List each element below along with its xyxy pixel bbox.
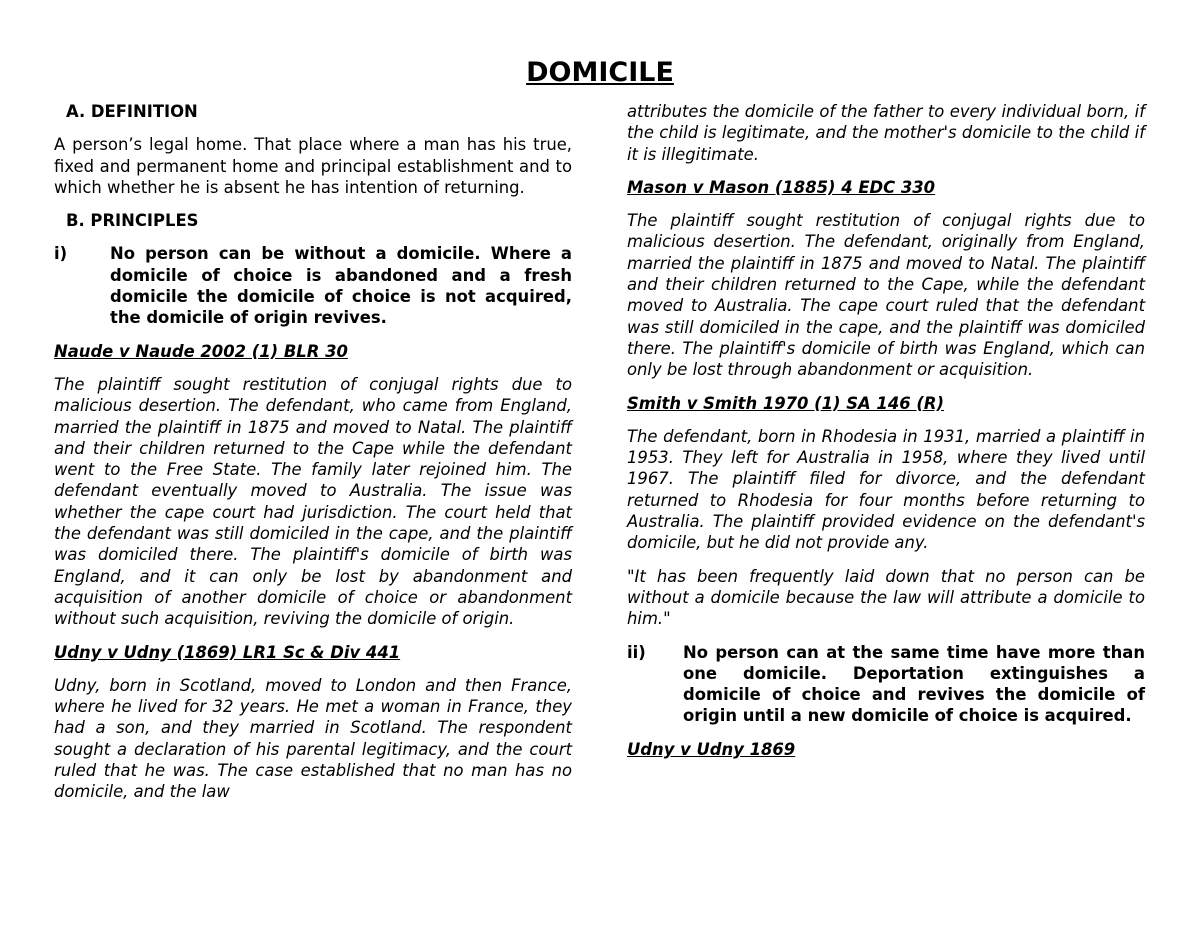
- heading-principles: B. PRINCIPLES: [66, 211, 199, 231]
- case-title-mason: Mason v Mason (1885) 4 EDC 330: [627, 177, 936, 197]
- case-title-udny-1869: Udny v Udny 1869: [627, 739, 796, 759]
- principle-ii: [627, 642, 1145, 727]
- principle-i-text: No person can be without a domicile. Where a domicile of choice is abandoned and a fresh domicile the domicile of choice is not acquired, the domicile of origin revives.: [110, 244, 572, 328]
- page-title: DOMICILE: [526, 57, 674, 88]
- principle-i-number: i): [54, 244, 68, 264]
- left-column: [54, 101, 572, 815]
- case-title-udny: Udny v Udny (1869) LR1 Sc & Div 441: [54, 642, 401, 662]
- case-title-naude: Naude v Naude 2002 (1) BLR 30: [54, 341, 348, 361]
- principle-ii-number: ii): [627, 642, 646, 662]
- principle-ii-text: No person can at the same time have more than one domicile. Deportation extinguishes a domicile of choice and revives the domicile of origin until a new domicile of choice is acquired.: [683, 642, 1145, 726]
- heading-definition: A. DEFINITION: [66, 102, 198, 121]
- principle-i: [54, 243, 572, 328]
- case-text-naude: The plaintiff sought restitution of conjugal rights due to malicious desertion. The defendant, who came from England, married the plaintiff in 1875 and moved to Natal. The plaintiff and their children returned to the Cape while the defendant went to the Free State. The family later rejoined him. The defendant eventually moved to Australia. The issue was whether the cape court had jurisdiction. The court held that the defendant was still domiciled in the cape, and the plaintiff was domiciled there. The plaintiff's domicile of birth was England, and it can only be lost by abandonment and acquisition of another domicile of choice or abandonment without such acquisition, reviving the domicile of origin.: [54, 374, 572, 629]
- udny-continuation-text: attributes the domicile of the father to every individual born, if the child is legitimate, and the mother's domicile to the child if it is illegitimate.: [627, 102, 1145, 164]
- definition-text: A person’s legal home. That place where a man has his true, fixed and permanent home and principal establishment and to which whether he is absent he has intention of returning.: [54, 135, 572, 197]
- right-column: [627, 101, 1145, 772]
- quote-text: "It has been frequently laid down that no person can be without a domicile because the law will attribute a domicile to him.": [627, 566, 1145, 629]
- case-text-smith: The defendant, born in Rhodesia in 1931, married a plaintiff in 1953. They left for Australia in 1958, where they lived until 1967. The plaintiff filed for divorce, and the defendant returned to Rhodesia for four months before returning to Australia. The plaintiff provided evidence on the defendant's domicile, but he did not provide any.: [627, 426, 1145, 553]
- case-title-smith: Smith v Smith 1970 (1) SA 146 (R): [627, 393, 944, 413]
- case-text-mason: The plaintiff sought restitution of conjugal rights due to malicious desertion. The defendant, originally from England, married the plaintiff in 1875 and moved to Natal. The plaintiff and their children returned to the Cape, while the defendant moved to Australia. The cape court ruled that the defendant was still domiciled in the cape, and the plaintiff was domiciled there. The plaintiff's domicile of birth was England, which can only be lost through abandonment or acquisition.: [627, 211, 1145, 380]
- case-text-udny: Udny, born in Scotland, moved to London and then France, where he lived for 32 years. He met a woman in France, they had a son, and they married in Scotland. The respondent sought a declaration of his parental legitimacy, and the court ruled that he was. The case established that no man has no domicile, and the law: [54, 675, 572, 802]
